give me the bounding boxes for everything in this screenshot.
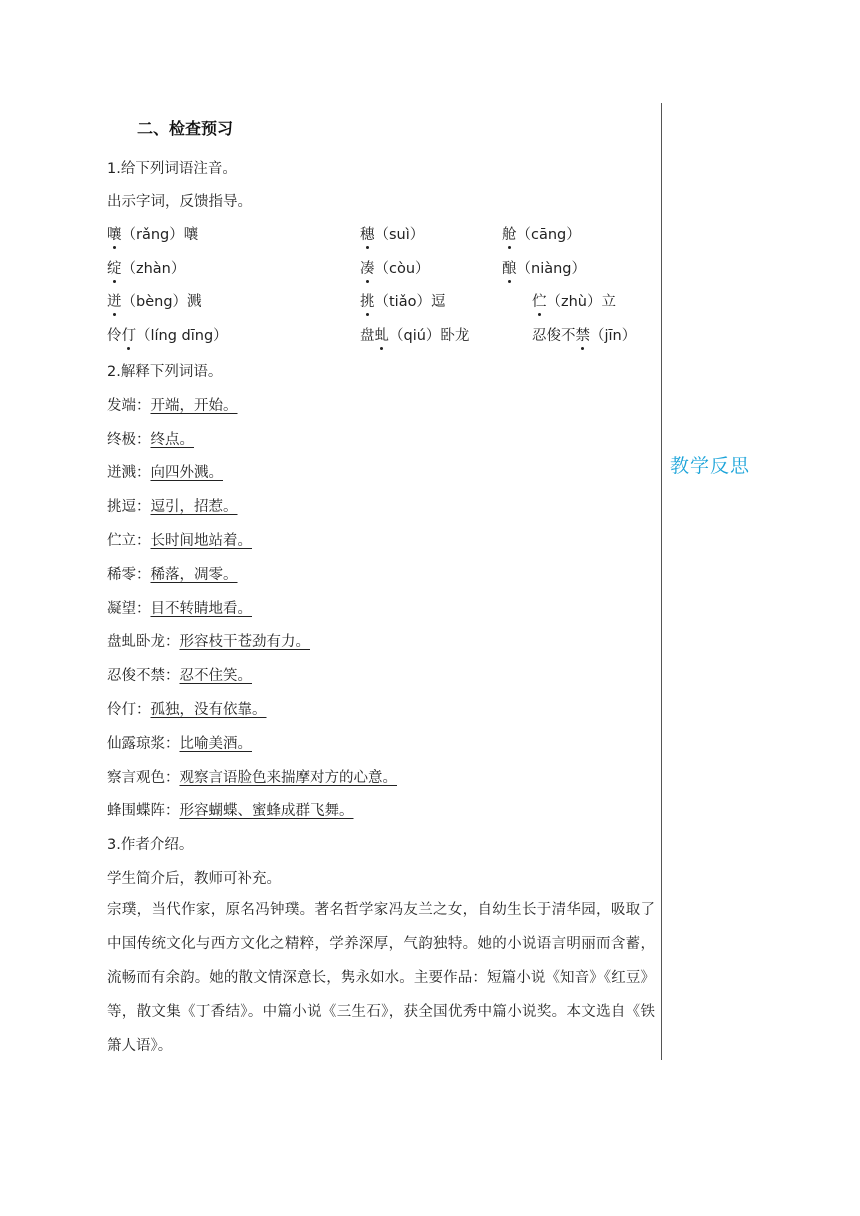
q2-title: 2.解释下列词语。 xyxy=(107,364,223,380)
definition-item: 察言观色：观察言语脸色来揣摩对方的心意。 xyxy=(107,770,397,786)
pinyin-item: 挑（tiǎo）逗 xyxy=(360,290,445,311)
column-divider xyxy=(661,103,662,1060)
definition-item: 凝望：目不转睛地看。 xyxy=(107,601,252,617)
pinyin-item: 迸（bèng）溅 xyxy=(107,290,202,311)
pinyin-item: 嚷（rǎng）嚷 xyxy=(107,223,198,244)
pinyin-item: 绽（zhàn） xyxy=(107,257,185,278)
pinyin-item: 凑（còu） xyxy=(360,257,430,278)
definition-item: 仙露琼浆：比喻美酒。 xyxy=(107,736,252,752)
q1-note: 出示字词，反馈指导。 xyxy=(107,194,252,210)
definition-item: 忍俊不禁：忍不住笑。 xyxy=(107,668,252,684)
pinyin-item: 盘虬（qiú）卧龙 xyxy=(360,324,469,345)
pinyin-item: 伫（zhù）立 xyxy=(532,290,616,311)
q3-title: 3.作者介绍。 xyxy=(107,837,194,853)
q3-note: 学生简介后，教师可补充。 xyxy=(107,871,281,887)
definition-item: 伫立：长时间地站着。 xyxy=(107,533,252,549)
definition-item: 稀零：稀落，凋零。 xyxy=(107,567,238,583)
author-paragraph: 宗璞，当代作家，原名冯钟璞。著名哲学家冯友兰之女，自幼生长于清华园，吸取了中国传统文化与西方文化之精粹，学养深厚，气韵独特。她的小说语言明丽而含蓄，流畅而有余韵。她的散文情深意长，隽永如水。主要作品：短篇小说《知音》《红豆》等，散文集《丁香结》。中篇小说《三生石》，获全国优秀中篇小说奖。本文选自《铁箫人语》。 xyxy=(107,902,655,1054)
definition-item: 终极：终点。 xyxy=(107,432,194,448)
definition-item: 盘虬卧龙：形容枝干苍劲有力。 xyxy=(107,634,310,650)
definition-item: 迸溅：向四外溅。 xyxy=(107,465,223,481)
pinyin-item: 穗（suì） xyxy=(360,223,424,244)
definition-item: 伶仃：孤独，没有依靠。 xyxy=(107,702,267,718)
pinyin-item: 伶仃（líng dīng） xyxy=(107,324,228,345)
definition-item: 蜂围蝶阵：形容蝴蝶、蜜蜂成群飞舞。 xyxy=(107,803,354,819)
definition-item: 挑逗：逗引，招惹。 xyxy=(107,499,238,515)
pinyin-item: 酿（niàng） xyxy=(502,257,586,278)
teaching-reflection-heading: 教学反思 xyxy=(670,455,751,477)
pinyin-item: 忍俊不禁（jīn） xyxy=(532,324,636,345)
definition-item: 发端：开端，开始。 xyxy=(107,398,238,414)
pinyin-item: 舱（cāng） xyxy=(502,223,581,244)
section-title: 二、检查预习 xyxy=(137,119,234,138)
q1-title: 1.给下列词语注音。 xyxy=(107,161,237,177)
